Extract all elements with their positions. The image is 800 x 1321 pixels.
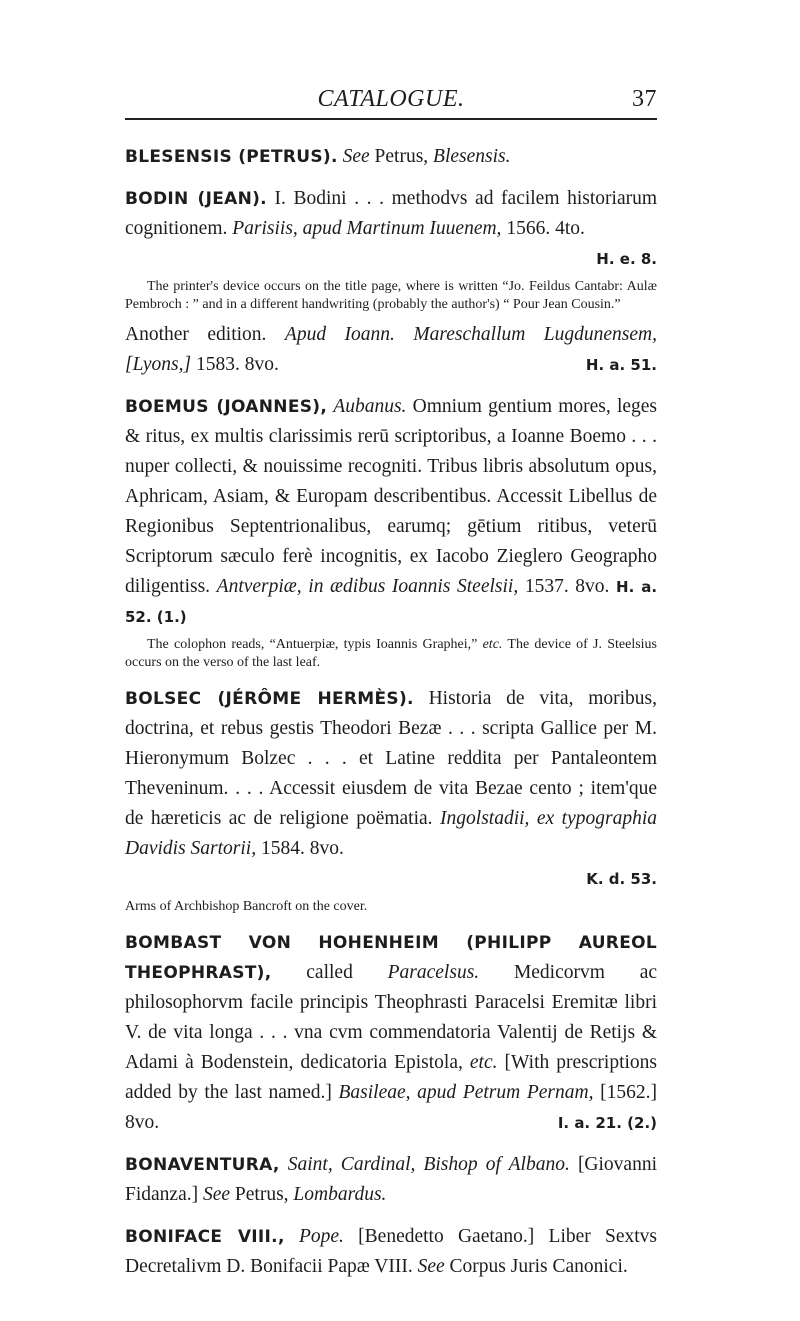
cross-reference-italic: Blesensis. xyxy=(433,146,511,167)
entry-note xyxy=(125,636,657,672)
entry-imprint: [1562.] 8vo. xyxy=(125,1082,657,1133)
entry-bodin xyxy=(125,184,657,380)
shelf-mark: H. e. 8. xyxy=(596,250,657,268)
another-edition: Another edition. xyxy=(125,324,267,345)
page-number: 37 xyxy=(632,86,657,112)
entry-bolsec xyxy=(125,684,657,916)
running-title: CATALOGUE. xyxy=(317,86,465,112)
shelf-mark: I. a. 21. (2.) xyxy=(557,1114,657,1132)
entry-heading-italic: Pope. xyxy=(298,1226,344,1247)
running-head xyxy=(125,86,657,116)
entry-title: Omnium gentium mores, leges & ritus, ex multis clarissimis rerū scriptoribus, a Ioanne Boemo . . . nuper collecti, & nouissime recogniti. Tribus libris absolutum opus, Aphricam, Asiam, & Europam describentibus. Accessit Libellus de Regionibus Septentrionalibus, earumq; gētium ritibus, veterū Scriptorum sæculo ferè incognitis, ex Iacobo Zieglero Geographo diligentiss. xyxy=(125,396,658,597)
catalogue-body xyxy=(125,142,657,1294)
shelf-mark: H. a. 52. (1.) xyxy=(125,578,658,626)
entry-called-italic: Paracelsus. xyxy=(387,962,480,983)
entry-note: Arms of Archbishop Bancroft on the cover. xyxy=(125,899,368,914)
entry-imprint-italic: Antverpiæ, in ædibus Ioannis Steelsii, xyxy=(216,576,519,597)
entry-title: Medicorvm ac philosophorvm facile principis Theophrasti Paracelsi Eremitæ libri V. de vita longa . . . vna cvm commendatoria Valentij de Retijs & Adami à Bodenstein, dedicatoria Epistola, xyxy=(125,962,658,1073)
entry-imprint: 1566. 4to. xyxy=(506,218,585,239)
entry-heading: BOLSEC (JÉRÔME HERMÈS). xyxy=(125,689,414,709)
entry-bombast xyxy=(125,928,657,1138)
entry-imprint: 1537. 8vo. xyxy=(524,576,610,597)
cross-reference: Petrus, xyxy=(234,1184,289,1205)
entry-heading: BODIN (JEAN). xyxy=(125,189,267,209)
see-reference: See xyxy=(342,146,370,167)
entry-imprint-italic: Parisiis, apud Martinum Iuuenem, xyxy=(232,218,502,239)
see-reference: See xyxy=(417,1256,445,1277)
entry-blesensis xyxy=(125,142,657,172)
entry-heading: BLESENSIS (PETRUS). xyxy=(125,147,338,167)
entry-boemus xyxy=(125,392,657,672)
entry-title: I. Bodini . . . methodvs ad facilem historiarum cognitionem. xyxy=(125,188,658,239)
entry-heading: BOEMUS (JOANNES), xyxy=(125,397,328,417)
another-date: 1583. 8vo. xyxy=(195,354,279,375)
cross-reference: Petrus, xyxy=(374,146,429,167)
entry-title-b: [With prescriptions added by the last named.] xyxy=(125,1052,658,1103)
entry-heading: BONAVENTURA, xyxy=(125,1155,280,1175)
entry-heading-italic: Aubanus. xyxy=(333,396,407,417)
entry-title: [Giovanni Fidanza.] xyxy=(125,1154,658,1205)
entry-etc: etc. xyxy=(469,1052,498,1073)
cross-reference: Corpus Juris Canonici. xyxy=(449,1256,628,1277)
another-place: [Lyons,] xyxy=(125,354,192,375)
shelf-mark: H. a. 51. xyxy=(585,356,657,374)
another-imprint-italic: Apud Ioann. Mareschallum Lugdunensem, xyxy=(284,324,658,345)
note-etc: etc. xyxy=(482,637,503,652)
entry-title: [Benedetto Gaetano.] Liber Sextvs Decretalivm D. Bonifacii Papæ VIII. xyxy=(125,1226,658,1277)
entry-boniface xyxy=(125,1222,657,1282)
note-text-a: The colophon reads, “Antuerpiæ, typis Ioannis Graphei,” xyxy=(147,637,478,652)
entry-called: called xyxy=(306,962,353,983)
entry-title: Historia de vita, moribus, doctrina, et rebus gestis Theodori Bezæ . . . scripta Gallice per M. Hieronymum Bolzec . . . et Latine reddita per Pantaleontem Theveninum. . . . Accessit eiusdem de vita Bezae cento ; item'que de hæreticis ac de religione poëmatia. xyxy=(125,688,658,829)
note-text-b: The device of J. Steelsius occurs on the verso of the last leaf. xyxy=(125,637,658,670)
entry-bonaventura xyxy=(125,1150,657,1210)
header-rule xyxy=(125,118,657,120)
see-reference: See xyxy=(202,1184,231,1205)
entry-note: The printer's device occurs on the title page, where is written “Jo. Feildus Cantabr: Aulæ Pembroch : ” and in a different handwriting (probably the author's) “ Pour Jean Cousin.” xyxy=(125,279,657,312)
entry-heading: BOMBAST VON HOHENHEIM (PHILIPP AUREOL THEOPHRAST), xyxy=(125,933,657,983)
entry-imprint-italic: Basileae, apud Petrum Pernam, xyxy=(338,1082,594,1103)
entry-imprint-italic: Ingolstadii, ex typographia Davidis Sartorii, xyxy=(125,808,657,859)
entry-heading: BONIFACE VIII., xyxy=(125,1227,285,1247)
shelf-mark: K. d. 53. xyxy=(586,870,657,888)
cross-reference-italic: Lombardus. xyxy=(293,1184,387,1205)
entry-heading-italic: Saint, Cardinal, Bishop of Albano. xyxy=(287,1154,570,1175)
entry-imprint: 1584. 8vo. xyxy=(260,838,344,859)
